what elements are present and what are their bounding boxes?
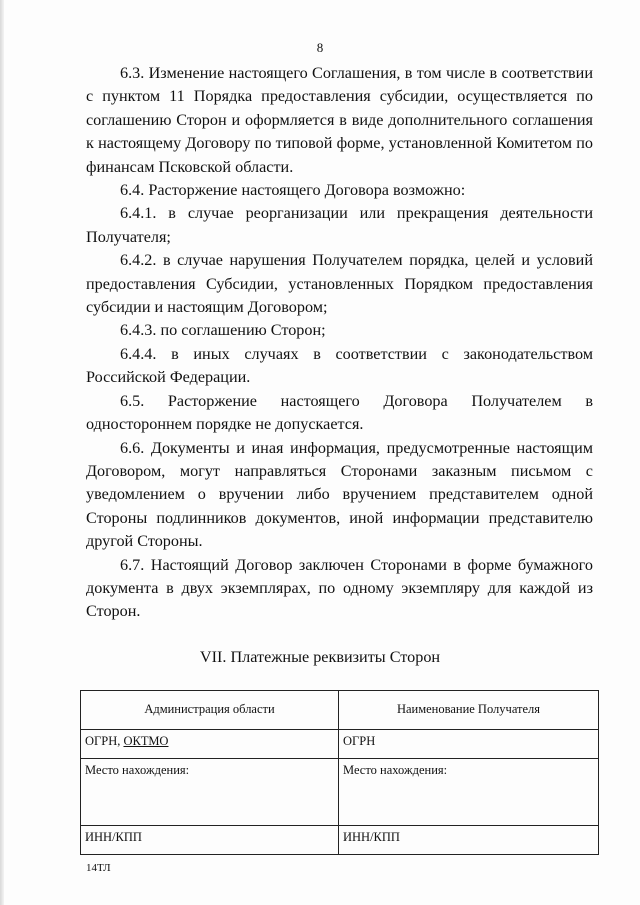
cell-recipient-ogrn: ОГРН: [339, 730, 599, 759]
payment-details-table: [80, 690, 599, 855]
table-row: [81, 826, 599, 855]
paragraph-6-3: 6.3. Изменение настоящего Соглашения, в том числе в соответствии с пунктом 11 Порядка предоставления субсидии, осуществляется по соглашению Сторон и оформляется в виде дополнительного соглашения к настоящему Договору по типовой форме, установленной Комитетом по финансам Псковской области.: [86, 64, 593, 176]
paragraph-6-4-1: 6.4.1. в случае реорганизации или прекращения деятельности Получателя;: [86, 204, 593, 246]
paragraph-6-4-3: 6.4.3. по соглашению Сторон;: [120, 321, 326, 340]
section-title: VII. Платежные реквизиты Сторон: [199, 648, 441, 666]
paragraph-6-5: 6.5. Расторжение настоящего Договора Получателем в одностороннем порядке не допускается.: [86, 391, 593, 434]
header-administration: Администрация области: [81, 691, 339, 730]
label-ogrn: ОГРН,: [85, 734, 124, 748]
header-recipient: Наименование Получателя: [339, 691, 599, 730]
table-row: [81, 759, 599, 826]
cell-recipient-inn: ИНН/КПП: [339, 826, 599, 855]
scan-edge-shadow: [0, 0, 4, 905]
cell-admin-inn: ИНН/КПП: [81, 826, 339, 855]
label-oktmo: ОКТМО: [123, 734, 169, 748]
cell-admin-ogrn: [81, 730, 339, 759]
body-text: [86, 62, 593, 624]
cell-recipient-location: Место нахождения:: [339, 759, 599, 826]
footer-code: 14ТЛ: [86, 862, 111, 874]
table-row: [81, 730, 599, 759]
paragraph-6-6: 6.6. Документы и иная информация, предусмотренные настоящим Договором, могут направляться Сторонами заказным письмом с уведомлением о вручении либо вручением представителем одной Стороны подлинников документов, иной информации представителю другой Стороны.: [86, 438, 593, 551]
paragraph-6-4: 6.4. Расторжение настоящего Договора возможно:: [120, 181, 466, 200]
paragraph-6-4-2: 6.4.2. в случае нарушения Получателем порядка, целей и условий предоставления Субсидии, установленных Порядком предоставления субсидии и настоящим Договором;: [86, 251, 593, 317]
cell-admin-location: Место нахождения:: [81, 759, 339, 826]
paragraph-6-4-4: 6.4.4. в иных случаях в соответствии с законодательством Российской Федерации.: [86, 344, 593, 387]
paragraph-6-7: 6.7. Настоящий Договор заключен Сторонами в форме бумажного документа в двух экземплярах, по одному экземпляру для каждой из Сторон.: [86, 555, 593, 621]
page-number: 8: [316, 40, 324, 55]
table-header-row: [81, 691, 599, 730]
